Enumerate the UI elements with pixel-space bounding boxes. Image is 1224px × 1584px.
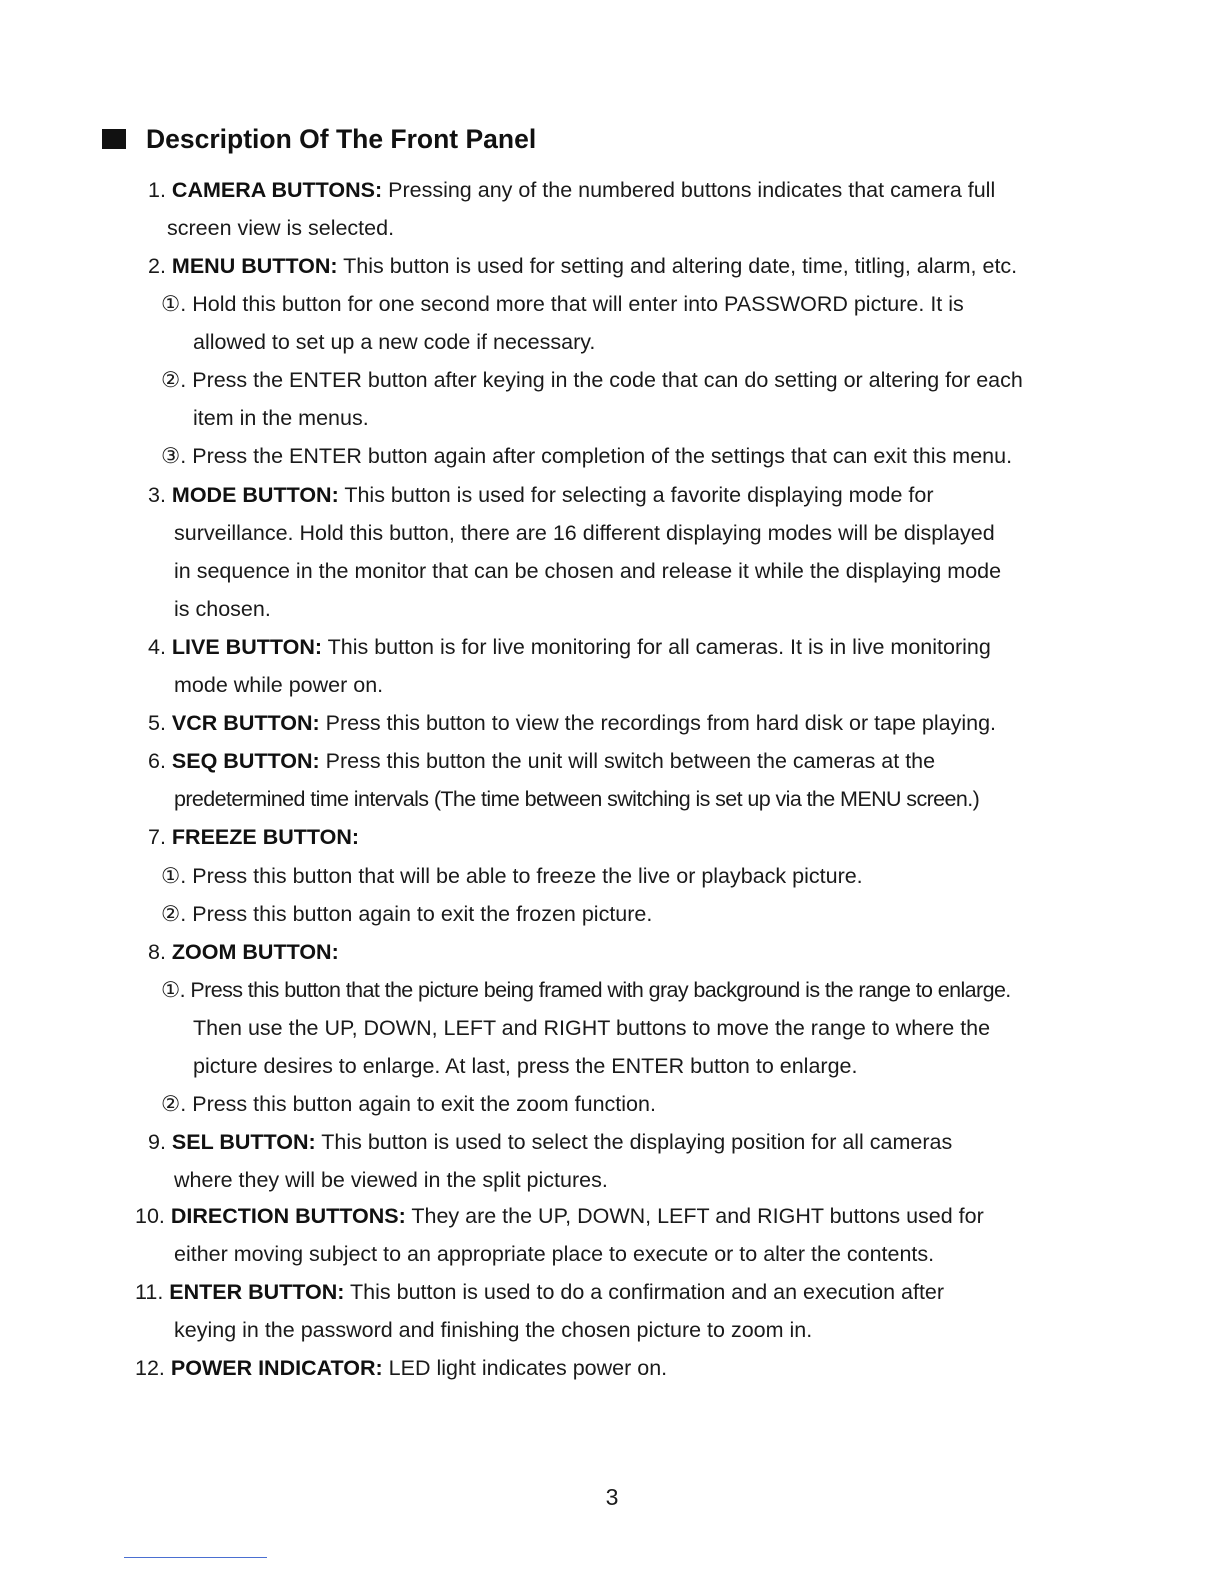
item-continuation: is chosen. bbox=[174, 597, 271, 621]
item-text: This button is used for selecting a favorite displaying mode for bbox=[338, 483, 934, 507]
list-item: 9. SEL BUTTON: This button is used to select the displaying position for all cameras bbox=[148, 1130, 953, 1154]
item-label: SEL BUTTON: bbox=[171, 1130, 316, 1154]
list-item: 5. VCR BUTTON: Press this button to view the recordings from hard disk or tape playing. bbox=[148, 711, 997, 735]
item-text: Press this button to view the recordings from hard disk or tape playing. bbox=[319, 711, 997, 735]
item-continuation: mode while power on. bbox=[174, 673, 384, 697]
item-text: Press this button the unit will switch between the cameras at the bbox=[319, 749, 936, 773]
sub-item: ③. Press the ENTER button again after completion of the settings that can exit this menu. bbox=[161, 444, 1013, 468]
sub-marker: ③. bbox=[161, 444, 187, 468]
item-text: They are the UP, DOWN, LEFT and RIGHT buttons used for bbox=[405, 1204, 984, 1228]
list-item: 6. SEQ BUTTON: Press this button the unit will switch between the cameras at the bbox=[148, 749, 936, 773]
item-label: ENTER BUTTON: bbox=[169, 1280, 345, 1304]
sub-item: ②. Press this button again to exit the frozen picture. bbox=[161, 902, 653, 926]
item-continuation: predetermined time intervals (The time between switching is set up via the MENU screen.) bbox=[174, 787, 980, 811]
item-continuation: keying in the password and finishing the chosen picture to zoom in. bbox=[174, 1318, 813, 1342]
item-continuation: surveillance. Hold this button, there are 16 different displaying modes will be displayed bbox=[174, 521, 995, 545]
sub-continuation: item in the menus. bbox=[193, 406, 369, 430]
page-number: 3 bbox=[605, 1484, 619, 1510]
item-label: POWER INDICATOR: bbox=[170, 1356, 383, 1380]
item-label: VCR BUTTON: bbox=[171, 711, 320, 735]
sub-item: ①. Press this button that the picture being framed with gray background is the range to enlarge. bbox=[161, 978, 1011, 1002]
item-label: MODE BUTTON: bbox=[171, 483, 339, 507]
item-text: Pressing any of the numbered buttons indicates that camera full bbox=[382, 178, 996, 202]
section-heading bbox=[102, 121, 536, 157]
list-item: 12. POWER INDICATOR: LED light indicates power on. bbox=[135, 1356, 668, 1380]
sub-item: ①. Press this button that will be able to freeze the live or playback picture. bbox=[161, 864, 863, 888]
item-label: FREEZE BUTTON: bbox=[171, 825, 360, 849]
sub-item: ②. Press the ENTER button after keying in the code that can do setting or altering for each bbox=[161, 368, 1023, 392]
sub-marker: ②. bbox=[161, 368, 187, 392]
sub-marker: ①. bbox=[161, 978, 186, 1002]
sub-marker: ①. bbox=[161, 292, 187, 316]
list-item: 2. MENU BUTTON: This button is used for setting and altering date, time, titling, alarm, etc. bbox=[148, 254, 1018, 278]
sub-item: ②. Press this button again to exit the zoom function. bbox=[161, 1092, 656, 1116]
item-continuation: screen view is selected. bbox=[167, 216, 395, 240]
section-title: Description Of The Front Panel bbox=[146, 123, 537, 154]
list-item: 3. MODE BUTTON: This button is used for selecting a favorite displaying mode for bbox=[148, 483, 934, 507]
list-item: 1. CAMERA BUTTONS: Pressing any of the numbered buttons indicates that camera full bbox=[148, 178, 996, 202]
item-label: CAMERA BUTTONS: bbox=[171, 178, 383, 202]
item-text: This button is for live monitoring for all cameras. It is in live monitoring bbox=[322, 635, 991, 659]
footer-rule bbox=[124, 1557, 267, 1558]
item-continuation: where they will be viewed in the split pictures. bbox=[174, 1168, 608, 1192]
item-text: This button is used for setting and altering date, time, titling, alarm, etc. bbox=[337, 254, 1018, 278]
sub-continuation: allowed to set up a new code if necessary. bbox=[193, 330, 596, 354]
item-label: ZOOM BUTTON: bbox=[171, 940, 339, 964]
sub-marker: ②. bbox=[161, 902, 187, 926]
item-text: This button is used to do a confirmation and an execution after bbox=[344, 1280, 945, 1304]
square-bullet-icon bbox=[102, 129, 126, 149]
sub-marker: ①. bbox=[161, 864, 187, 888]
list-item: 11. ENTER BUTTON: This button is used to do a confirmation and an execution after bbox=[135, 1280, 945, 1304]
item-label: DIRECTION BUTTONS: bbox=[170, 1204, 406, 1228]
list-item: 7. FREEZE BUTTON: bbox=[148, 825, 360, 849]
item-continuation: in sequence in the monitor that can be chosen and release it while the displaying mode bbox=[174, 559, 1002, 583]
item-label: MENU BUTTON: bbox=[171, 254, 338, 278]
sub-item: ①. Hold this button for one second more that will enter into PASSWORD picture. It is bbox=[161, 292, 964, 316]
sub-marker: ②. bbox=[161, 1092, 187, 1116]
item-text: LED light indicates power on. bbox=[382, 1356, 668, 1380]
item-text: This button is used to select the displaying position for all cameras bbox=[315, 1130, 953, 1154]
list-item: 8. ZOOM BUTTON: bbox=[148, 940, 339, 964]
sub-continuation: picture desires to enlarge. At last, press the ENTER button to enlarge. bbox=[193, 1054, 858, 1078]
item-label: SEQ BUTTON: bbox=[171, 749, 320, 773]
sub-continuation: Then use the UP, DOWN, LEFT and RIGHT buttons to move the range to where the bbox=[193, 1016, 991, 1040]
item-continuation: either moving subject to an appropriate place to execute or to alter the contents. bbox=[174, 1242, 935, 1266]
item-label: LIVE BUTTON: bbox=[171, 635, 323, 659]
list-item: 4. LIVE BUTTON: This button is for live monitoring for all cameras. It is in live monitoring bbox=[148, 635, 991, 659]
list-item: 10. DIRECTION BUTTONS: They are the UP, DOWN, LEFT and RIGHT buttons used for bbox=[135, 1204, 984, 1228]
